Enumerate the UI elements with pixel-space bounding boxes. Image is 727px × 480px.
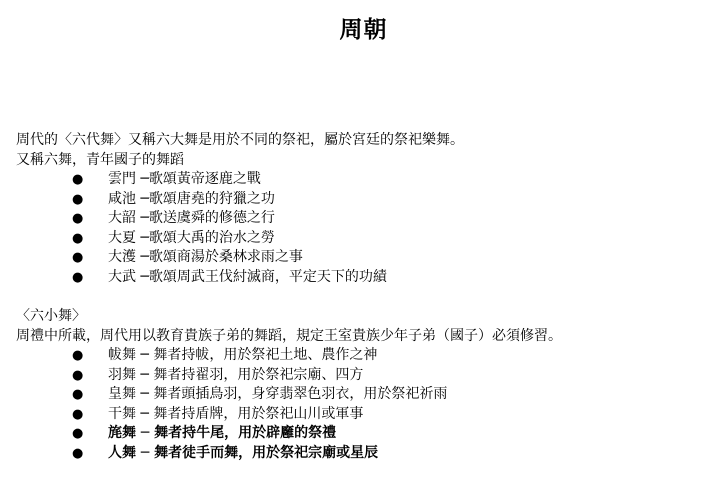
six-minor-dances-heading: 〈六小舞〉: [16, 308, 86, 324]
list-item-text: 大武 ─歌頌周武王伐紂滅商，平定天下的功績: [108, 268, 387, 285]
list-item: [16, 248, 716, 268]
page-title: 周朝: [339, 17, 388, 43]
bullet-icon: ●: [72, 406, 84, 422]
six-dynasty-dances-subtitle: 又稱六舞，青年國子的舞蹈: [16, 151, 184, 168]
list-item-text: 雲門 ─歌頌黃帝逐鹿之戰: [108, 171, 261, 187]
list-item: [16, 444, 716, 464]
bullet-icon: ●: [72, 426, 84, 441]
list-item: [16, 424, 716, 444]
six-dynasty-dances-list: [16, 170, 716, 287]
six-minor-dances-intro: 周禮中所載，周代用以教育貴族子弟的舞蹈，規定王室貴族少年子弟（國子）必須修習。: [16, 327, 562, 344]
bullet-icon: ●: [72, 230, 84, 246]
bullet-icon: ●: [72, 387, 84, 402]
list-item: [16, 366, 716, 386]
list-item: [16, 385, 716, 405]
bullet-icon: ●: [72, 348, 84, 363]
list-item: [16, 405, 716, 425]
list-item: [16, 209, 716, 229]
list-item: [16, 268, 716, 288]
list-item-text: 帗舞 ─ 舞者持帗，用於祭祀土地、農作之神: [108, 347, 378, 363]
document-body: [16, 131, 716, 463]
list-item: [16, 170, 716, 190]
bullet-icon: ●: [72, 367, 84, 383]
bullet-icon: ●: [72, 172, 84, 187]
bullet-icon: ●: [72, 445, 84, 461]
list-item: [16, 229, 716, 249]
list-item-text: 皇舞 ─ 舞者頭插鳥羽，身穿翡翠色羽衣，用於祭祀祈雨: [108, 386, 448, 402]
list-item: [16, 346, 716, 366]
section-gap: [16, 287, 716, 307]
list-item-text: 羽舞 ─ 舞者持翟羽，用於祭祀宗廟、四方: [108, 366, 364, 383]
list-item-text: 干舞 ─ 舞者持盾牌，用於祭祀山川或軍事: [108, 405, 364, 422]
bullet-icon: ●: [72, 250, 84, 265]
list-item-text: 大夏 ─歌頌大禹的治水之勞: [108, 229, 275, 246]
bullet-icon: ●: [72, 211, 84, 226]
list-item: [16, 190, 716, 210]
list-item-text: 大濩 ─歌頌商湯於桑林求雨之事: [108, 249, 303, 265]
bullet-icon: ●: [72, 269, 84, 285]
list-item-text: 咸池 ─歌頌唐堯的狩獵之功: [108, 190, 275, 207]
six-dynasty-dances-intro: 周代的〈六代舞〉又稱六大舞是用於不同的祭祀，屬於宮廷的祭祀樂舞。: [16, 132, 464, 148]
list-item-text: 大韶 ─歌送虞舜的修德之行: [108, 210, 275, 226]
bullet-icon: ●: [72, 191, 84, 207]
six-minor-dances-list: [16, 346, 716, 463]
list-item-text: 旄舞 ─ 舞者持牛尾，用於辟廱的祭禮: [108, 425, 337, 441]
list-item-text: 人舞 ─ 舞者徒手而舞，用於祭祀宗廟或星辰: [108, 444, 379, 461]
